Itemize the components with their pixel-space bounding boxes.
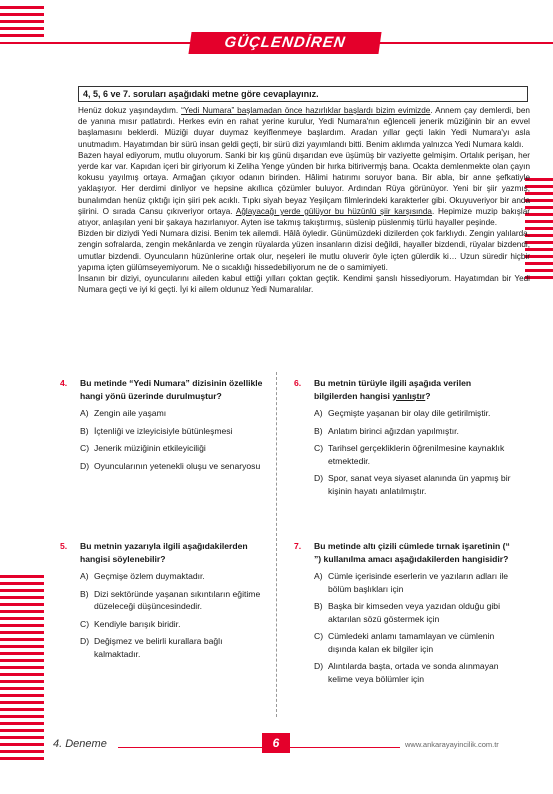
underlined-sentence-2: Ağlayacağı yerde gülüyor bu hüzünlü şiir karşısında — [235, 206, 432, 216]
option-a[interactable]: A) Cümle içerisinde eserlerin ve yazıların adları ile bölüm başlıkları için — [314, 571, 509, 594]
header-banner — [0, 32, 553, 73]
column-divider — [276, 372, 277, 717]
publisher-url: www.ankarayayincilik.com.tr — [405, 740, 499, 749]
left-stripes-bottom — [0, 575, 44, 764]
footer-rule-left — [118, 747, 270, 748]
question-4: 4. Bu metinde “Yedi Numara” dizisinin özellikle hangi yönü üzerinde durulmuştur? A) Zengin aile yaşamı B) İçtenliği ve izleyicisiyle bütünleşmesi C) Jenerik müziğinin etkileyiciliği D) Oyuncularının yetenekli oluşu ve senaryosu — [80, 377, 268, 472]
option-c[interactable]: C) Cümledeki anlamı tamamlayan ve cümlenin dışında kalan ek bilgiler için — [314, 631, 495, 654]
passage-paragraph-3: Bizden bir diziydi Yedi Numara dizisi. Benim tek ailemdi. Hâlâ öyledir. Günümüzdeki dizilerden çok farklıydı. Zengin yalılarda, zengin sofralarda, zengin mekânlarda ve zengin rüyalarda yüzen insanların dizisi değildi, hayaller bizdendi, rüyalar bizdendi, umutlar bizdendi. Oyuncuların hüzünlerine ortak olur, neşeleri ile mutlu oluverir öyle içten gülerdik ki… Uzun süredir hiçbir yapıma içten gülümseyemiyorum. Ne o sıcaklığı hissedebiliyorum ne de o samimiyeti. — [78, 229, 530, 272]
underlined-sentence: “Yedi Numara” başlamadan önce hazırlıklar başlardı bizim evimizde — [181, 106, 431, 115]
instruction-box: 4, 5, 6 ve 7. soruları aşağıdaki metne göre cevaplayınız. — [78, 86, 528, 102]
passage-paragraph-4: İnsanın bir diziyi, oyuncularını aileden kabul ettiği yılları çoktan geçtik. Kendimi şanslı hissediyorum. Hayatımdan bir Yedi Numara geçti ve iyi ki geçti. İyi ki ailem oldunuz Yedi Numaralılar. — [78, 274, 530, 295]
option-d[interactable]: D) Spor, sanat veya siyaset alanında ün yapmış bir kişinin hayatı anlatılmıştır. — [314, 473, 511, 496]
footer-exam-label: 4. Deneme — [53, 738, 107, 750]
passage-paragraph-1: Henüz dokuz yaşındaydım. “Yedi Numara” başlamadan önce hazırlıklar başlardı bizim evimizde. Annem çay demlerdi, ben de yanına mısır patlatırdı. Herkes evin en rahat yerine kurulur, Yedi Numara'nın eğlenceli jenerik müziğinin bir an evvel başlamasını beklerdi. Müziği duyar duymaz keyiflenmeye başlardım. Aradan yıllar geçti lakin Yedi Numara'yı asla unutmadım. Hayatımdan bir sürü insan geldi geçti, bir sürü dizi yayımlandı bitti. Benim aklımda yalnızca Yedi Numara kaldı. — [78, 106, 530, 149]
question-stem: Bu metinde “Yedi Numara” dizisinin özellikle hangi yönü üzerinde durulmuştur? — [80, 378, 263, 401]
question-5: 5. Bu metnin yazarıyla ilgili aşağıdakilerden hangisi söylenebilir? A) Geçmişe özlem duymaktadır. B) Dizi sektöründe yaşanan sıkıntıların eğitime düzeleceği düşüncesindedir. C) Kendiyle barışık biridir. D) Değişmez ve belirli kurallara bağlı kalmaktadır. — [80, 540, 268, 660]
option-b[interactable]: B) Dizi sektöründe yaşanan sıkıntıların eğitime düzeleceği düşüncesindedir. — [80, 588, 261, 611]
option-d[interactable]: D) Değişmez ve belirli kurallara bağlı kalmaktadır. — [80, 636, 223, 659]
option-c[interactable]: C) Kendiyle barışık biridir. — [80, 618, 181, 629]
option-a[interactable]: A) Geçmişte yaşanan bir olay dile getirilmiştir. — [314, 408, 491, 418]
question-stem: Bu metnin türüyle ilgili aşağıda verilen bilgilerden hangisi yanlıştır? — [314, 378, 472, 401]
option-b[interactable]: B) İçtenliği ve izleyicisiyle bütünleşmesi — [80, 425, 233, 436]
footer-rule-right — [290, 747, 400, 748]
option-d[interactable]: D) Oyuncularının yetenekli oluşu ve senaryosu — [80, 460, 261, 471]
option-b[interactable]: B) Anlatım birinci ağızdan yapılmıştır. — [314, 425, 459, 436]
option-a[interactable]: A) Geçmişe özlem duymaktadır. — [80, 571, 205, 581]
passage-paragraph-2: Bazen hayal ediyorum, mutlu oluyorum. Sanki bir kış günü dışarıdan eve üşümüş bir vaziyette gelmişim. Ortalık perişan, her yerde kar var. Kapıdan içeri bir giriyorum ki Zeliha Yenge yünden bir hırka bitiriverm̧iş bana. Ocakta demlenmekte olan çayın kokusu yayılmış ortaya. Armağan çıkıyor odanın birinden. Hâlimi hatırımı soruyor bana. Bir abla, bir anne şefkatiyle yaklaşıyor. Her derdimi dinliyor ve hepsine akıllıca çözümler buluyor. Ardından Rüya görünüyor. Yeni bir şiir yazmış, bunalımdan henüz çıktığı için şiiri pek acıklı. Tıpkı siyah beyaz Yeşilçam filmlerindeki karakterler gibi. Okuyuveriyor bir anda şiirini. O sırada Cansu çıkıveriyor ortaya. Ağlayacağı yerde gülüyor bu hüzünlü şiir karşısında. Hepimize muzip bakışlar atıyor, anlaşılan yeni bir şakaya hazırlanıyor. Ayten ise takmış takıştırmış, süslenip püslenmiş türlü hayaller peşinde. — [78, 150, 531, 228]
option-a[interactable]: A) Zengin aile yaşamı — [80, 408, 167, 418]
page-number: 6 — [262, 733, 290, 753]
question-stem: Bu metnin yazarıyla ilgili aşağıdakilerden hangisi söylenebilir? — [80, 541, 248, 564]
option-d[interactable]: D) Alıntılarda başta, ortada ve sonda alınmayan kelime veya bölümler için — [314, 661, 499, 684]
option-c[interactable]: C) Tarihsel gerçekliklerin öğrenilmesine kaynaklık etmektedir. — [314, 443, 505, 466]
header-title: GÜÇLENDİREN TÜRKÇE — [188, 32, 381, 54]
reading-passage — [78, 105, 530, 295]
question-stem: Bu metinde altı çizili cümlede tırnak işaretinin (“ ”) kullanılma amacı aşağıdakilerden hangisidir? — [314, 541, 510, 564]
question-7: 7. Bu metinde altı çizili cümlede tırnak işaretinin (“ ”) kullanılma amacı aşağıdakilerden hangisidir? A) Cümle içerisinde eserlerin ve yazıların adları ile bölüm başlıkları için B) Başka bir kimseden veya yazıdan olduğu gibi aktarılan sözü göstermek için C) Cümledeki anlamı tamamlayan ve cümlenin dışında kalan ek bilgiler için D) Alıntılarda başta, ortada ve sonda alınmayan kelime veya bölümler için — [314, 540, 514, 685]
option-b[interactable]: B) Başka bir kimseden veya yazıdan olduğu gibi aktarılan sözü göstermek için — [314, 601, 500, 624]
option-c[interactable]: C) Jenerik müziğinin etkileyiciliği — [80, 443, 206, 453]
question-6: 6. Bu metnin türüyle ilgili aşağıda verilen bilgilerden hangisi yanlıştır? A) Geçmişte yaşanan bir olay dile getirilmiştir. B) Anlatım birinci ağızdan yapılmıştır. C) Tarihsel gerçekliklerin öğrenilmesine kaynaklık etmektedir. D) Spor, sanat veya siyaset alanında ün yapmış bir kişinin hayatı anlatılmıştır. — [314, 377, 514, 497]
